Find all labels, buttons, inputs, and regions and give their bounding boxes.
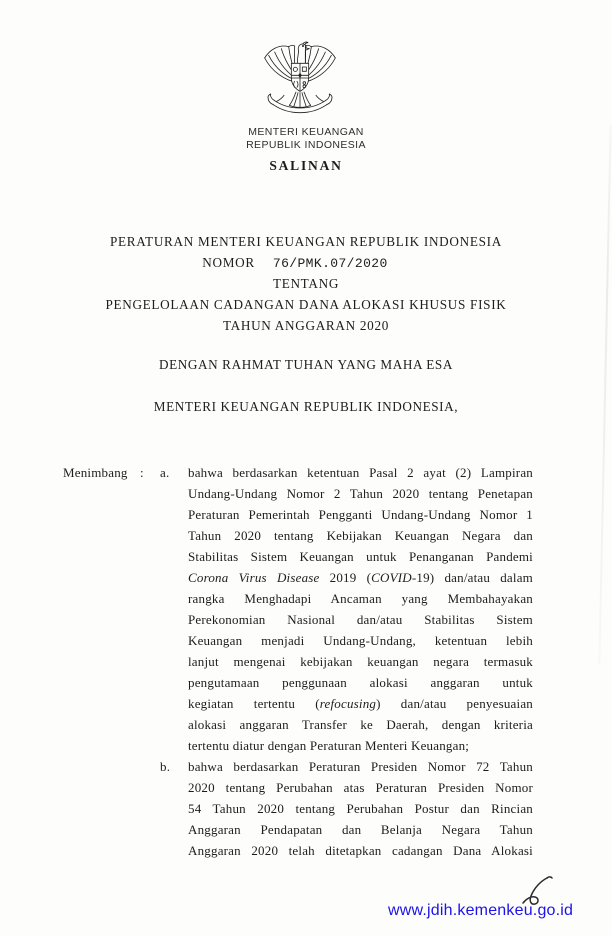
- consideration-line: Perekonomian Nasional dan/atau Stabilitas Sistem: [188, 612, 533, 627]
- menimbang-label: Menimbang: [63, 465, 128, 480]
- consideration-line: bahwa berdasarkan ketentuan Pasal 2 ayat (2) Lampiran: [188, 465, 533, 480]
- tentang-label: TENTANG: [272, 276, 340, 291]
- consideration-line: Tahun 2020 tentang Kebijakan Keuangan Negara dan: [188, 528, 533, 543]
- jdih-url-link[interactable]: www.jdih.kemenkeu.go.id: [388, 902, 574, 919]
- nomor-value: 76/PMK.07/2020: [272, 256, 388, 271]
- ministry-line-2: REPUBLIK INDONESIA: [246, 138, 366, 151]
- garuda-pancasila-emblem-icon: [260, 40, 340, 123]
- consideration-line: Keuangan menjadi Undang-Undang, ketentuan lebih: [188, 633, 533, 648]
- item-lines: [188, 756, 533, 861]
- nomor-label: NOMOR: [202, 255, 255, 270]
- nomor-line: [0, 252, 601, 273]
- invocation-line: DENGAN RAHMAT TUHAN YANG MAHA ESA: [159, 357, 453, 372]
- consideration-items: [160, 462, 533, 861]
- item-marker: a.: [160, 465, 170, 480]
- consideration-line: Stabilitas Sistem Keuangan untuk Penanganan Pandemi: [188, 549, 533, 564]
- authority-line: MENTERI KEUANGAN REPUBLIK INDONESIA,: [153, 399, 459, 414]
- consideration-line: kegiatan tertentu (refocusing) dan/atau penyesuaian: [188, 696, 533, 711]
- subject-line-1: PENGELOLAAN CADANGAN DANA ALOKASI KHUSUS FISIK: [105, 297, 507, 312]
- consideration-line: Peraturan Pemerintah Pengganti Undang-Undang Nomor 1: [188, 507, 533, 522]
- consideration-item: [160, 756, 533, 861]
- consideration-line: Anggaran Pendapatan dan Belanja Negara Tahun: [188, 822, 533, 837]
- ministry-name-block: [0, 126, 612, 151]
- consideration-line: Undang-Undang Nomor 2 Tahun 2020 tentang Penetapan: [188, 486, 533, 501]
- consideration-line: alokasi anggaran Transfer ke Daerah, dengan kriteria: [188, 717, 533, 732]
- consideration-line: 54 Tahun 2020 tentang Perubahan Postur dan Rincian: [188, 801, 533, 816]
- ministry-line-1: MENTERI KEUANGAN: [248, 126, 364, 138]
- letterhead: [0, 40, 612, 174]
- considerations-section: [63, 462, 533, 861]
- consideration-line: rangka Menghadapi Ancaman yang Membahayakan: [188, 591, 533, 606]
- consideration-line: pengutamaan penggunaan alokasi anggaran untuk: [188, 675, 533, 690]
- regulation-title-block: [0, 231, 612, 336]
- consideration-line: tertentu diatur dengan Peraturan Menteri Keuangan;: [188, 738, 470, 753]
- consideration-line: lanjut mengenai kebijakan keuangan negara termasuk: [188, 654, 533, 669]
- scan-edge-artifact: [598, 125, 611, 665]
- copy-stamp-salinan: SALINAN: [269, 158, 343, 173]
- subject-line-2: TAHUN ANGGARAN 2020: [222, 318, 390, 333]
- consideration-line: Anggaran 2020 telah ditetapkan cadangan Dana Alokasi: [188, 843, 533, 858]
- consideration-item: [160, 462, 533, 756]
- consideration-line: 2020 tentang Perubahan atas Peraturan Presiden Nomor: [188, 780, 533, 795]
- regulation-title: PERATURAN MENTERI KEUANGAN REPUBLIK INDONESIA: [110, 234, 502, 249]
- menimbang-colon: :: [140, 465, 144, 480]
- consideration-line: bahwa berdasarkan Peraturan Presiden Nomor 72 Tahun: [188, 759, 533, 774]
- item-lines: [188, 462, 533, 756]
- item-marker: b.: [160, 759, 171, 774]
- consideration-line: Corona Virus Disease 2019 (COVID-19) dan/atau dalam: [188, 570, 533, 585]
